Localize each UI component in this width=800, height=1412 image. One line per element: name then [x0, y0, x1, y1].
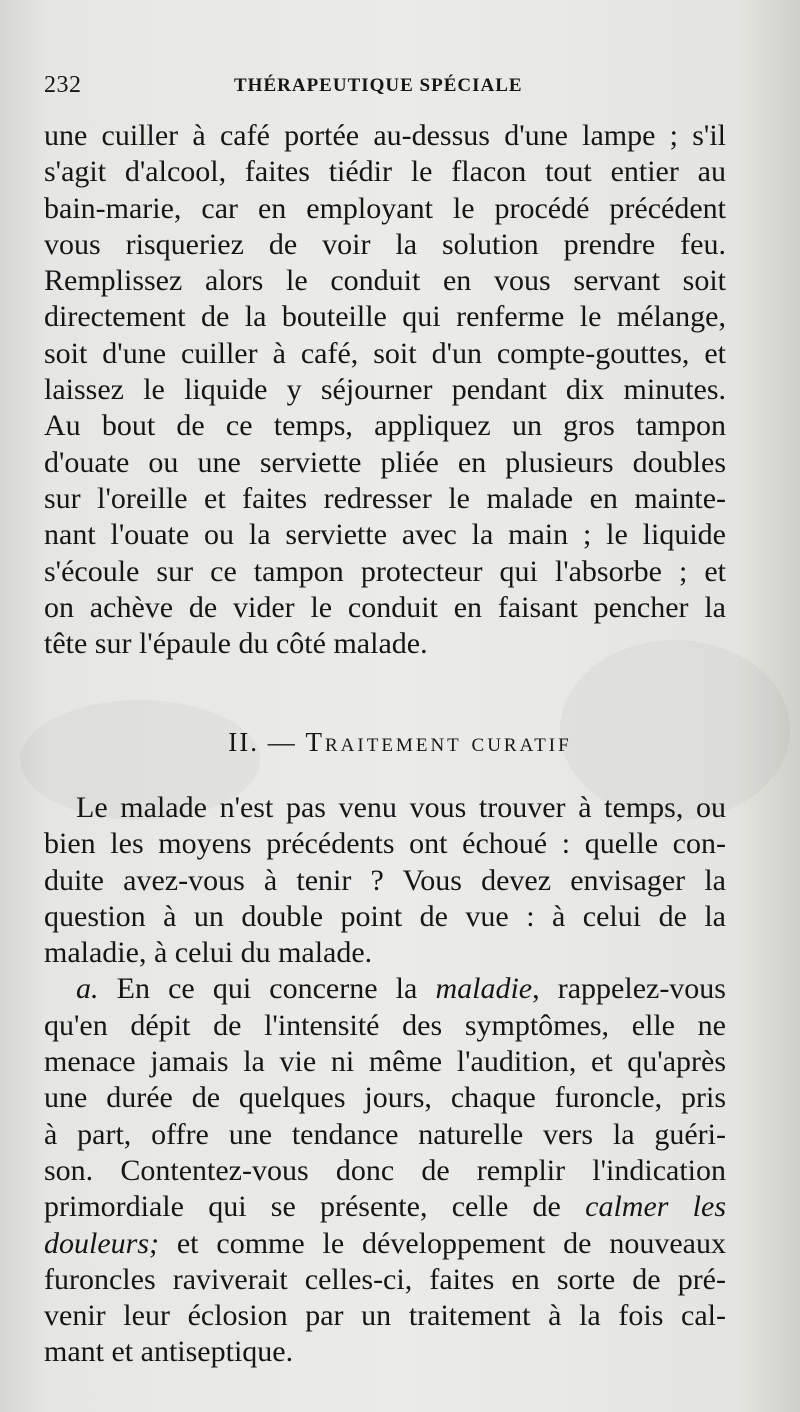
section-number: II. —	[228, 727, 297, 757]
section-title: Traitement curatif	[305, 727, 572, 757]
section-heading	[0, 727, 800, 758]
text-line: Le malade n'est pas venu vous trouver à temps, ou	[76, 791, 726, 824]
text-line: son. Contentez-vous donc de remplir l'indication	[44, 1153, 726, 1187]
section-body	[44, 790, 726, 1371]
text-line: bain-marie, car en employant le procédé précédent	[44, 191, 726, 225]
text-line: une cuiller à café portée au-dessus d'une lampe ; s'il	[44, 119, 726, 152]
running-title: THÉRAPEUTIQUE SPÉCIALE	[234, 75, 523, 96]
text-line: Remplissez alors le conduit en vous servant soit	[44, 264, 726, 298]
text-line: directement de la bouteille qui renferme le mélange,	[44, 300, 726, 334]
text-line: venir leur éclosion par un traitement à la fois cal-	[44, 1299, 726, 1333]
page-header	[44, 72, 734, 104]
text-line: qu'en dépit de l'intensité des symptômes, elle ne	[44, 1008, 726, 1042]
text-line: maladie, à celui du malade.	[44, 936, 373, 970]
text-line	[44, 971, 726, 1007]
text-line: s'agit d'alcool, faites tiédir le flacon tout entier au	[44, 155, 726, 189]
text-line: sur l'oreille et faites redresser le malade en mainte-	[44, 481, 726, 515]
text-line: question à un double point de vue : à celui de la	[44, 899, 726, 933]
text-line: d'ouate ou une serviette pliée en plusieurs doubles	[44, 445, 726, 479]
text-run: primordiale qui se présente, celle de	[44, 1190, 586, 1224]
text-line: on achève de vider le conduit en faisant pencher la	[44, 590, 726, 624]
text-line: Au bout de ce temps, appliquez un gros tampon	[44, 409, 726, 443]
text-line: duite avez-vous à tenir ? Vous devez envisager la	[44, 863, 726, 897]
text-line: mant et antiseptique.	[44, 1335, 294, 1369]
text-run: et comme le développement de nouveaux	[159, 1226, 726, 1260]
paragraph-continued	[44, 118, 726, 662]
italic-term: maladie	[435, 972, 533, 1006]
text-line: tête sur l'épaule du côté malade.	[44, 627, 428, 661]
page-number: 232	[44, 72, 82, 98]
text-line: furoncles raviverait celles-ci, faites en sorte de pré-	[44, 1262, 726, 1296]
text-run: En ce qui concerne la	[98, 972, 436, 1006]
list-marker: a.	[76, 972, 99, 1006]
italic-term: calmer les	[585, 1190, 726, 1224]
text-line: menace jamais la vie ni même l'audition, et qu'après	[44, 1045, 726, 1079]
text-line: une durée de quelques jours, chaque furoncle, pris	[44, 1081, 726, 1115]
text-line	[44, 1226, 726, 1262]
italic-term: douleurs;	[44, 1226, 159, 1260]
text-line	[44, 1189, 726, 1225]
text-line: s'écoule sur ce tampon protecteur qui l'absorbe ; et	[44, 554, 726, 588]
text-line: nant l'ouate ou la serviette avec la main ; le liquide	[44, 518, 726, 552]
text-line: soit d'une cuiller à café, soit d'un compte-gouttes, et	[44, 336, 726, 370]
text-line: laissez le liquide y séjourner pendant dix minutes.	[44, 373, 726, 407]
text-run: , rappelez-vous	[532, 972, 726, 1006]
text-line: bien les moyens précédents ont échoué : quelle con-	[44, 827, 726, 861]
text-line: vous risqueriez de voir la solution prendre feu.	[44, 227, 726, 261]
text-line: à part, offre une tendance naturelle vers la guéri-	[44, 1117, 726, 1151]
